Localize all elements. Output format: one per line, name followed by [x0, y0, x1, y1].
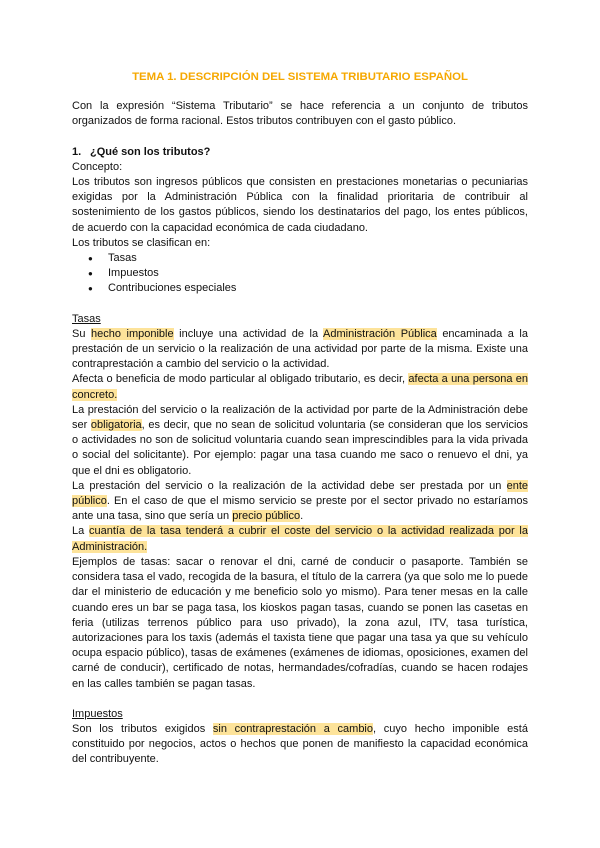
section-number: 1.: [72, 145, 82, 158]
list-item: ● Impuestos: [72, 266, 528, 281]
highlight: cuantía de la tasa tenderá a cubrir el coste del servicio o la actividad realizada por la Administración.: [72, 525, 528, 553]
tasas-paragraph-4: La prestación del servicio o la realización de la actividad debe ser prestada por un ente público. En el caso de que el mismo servicio se preste por el sector privado no estaríamos ante una tasa, sino que sería un precio público.: [72, 479, 528, 523]
impuestos-heading: Impuestos: [72, 707, 123, 720]
concept-paragraph: Los tributos son ingresos públicos que consisten en prestaciones monetarias o pecuniarias exigidas por la Administración Pública con la finalidad prioritaria de contribuir al sostenimiento de los gastos públicos, siendo los destinatarios del pago, los entes públicos, de acuerdo con la capacidad económica de cada ciudadano.: [72, 176, 528, 234]
document-page: [72, 70, 528, 768]
highlight: sin contraprestación a cambio: [212, 722, 373, 735]
tasas-paragraph-5: La cuantía de la tasa tenderá a cubrir el coste del servicio o la actividad realizada por la Administración.: [72, 525, 528, 553]
highlight: hecho imponible: [91, 327, 174, 340]
document-title: TEMA 1. DESCRIPCIÓN DEL SISTEMA TRIBUTARIO ESPAÑOL: [132, 71, 468, 83]
section-list: [72, 145, 528, 160]
list-item: ● Tasas: [72, 251, 528, 266]
intro-paragraph: Con la expresión “Sistema Tributario” se hace referencia a un conjunto de tributos organizados de forma racional. Estos tributos contribuyen con el gasto público.: [72, 100, 528, 128]
tasas-examples-paragraph: Ejemplos de tasas: sacar o renovar el dni, carné de conducir o pasaporte. También se considera tasa el vado, recogida de la basura, el título de la carrera (ya que solo me lo puede dar el ministerio de educación y me beneficio solo yo mismo). Para tener mesas en la calle cuando eres un bar se paga tasa, los kioskos pagan tasas, cuando se ponen las casetas en feria (utilizas terrenos público para uso privado), la zona azul, ITV, tasa turística, autorizaciones para los taxis (además el taxista tiene que pagar una tasa ya que su vehículo ocupa espacio público), tasas de exámenes (exámenes de idiomas, oposiciones, examen del carné de conducir), certificado de notas, hermandades/cofradías, cuando se hacen rodajes en las calles también se pagan tasas.: [72, 555, 528, 690]
highlight: obligatoria: [90, 419, 142, 432]
tasas-paragraph-2: Afecta o beneficia de modo particular al obligado tributario, es decir, afecta a una persona en concreto.: [72, 373, 528, 401]
list-item: ● Contribuciones especiales: [72, 281, 528, 296]
highlight: precio público: [232, 510, 301, 523]
tasas-heading: Tasas: [72, 312, 101, 325]
section-heading: [72, 145, 528, 160]
section-heading-text: ¿Qué son los tributos?: [90, 145, 211, 158]
highlight: Administración Pública: [323, 327, 437, 340]
tasas-paragraph-1: Su hecho imponible incluye una actividad de la Administración Pública encaminada a la prestación de un servicio o la realización de una actividad por parte de la misma. Existe una contraprestación a cambio del servicio o la actividad.: [72, 327, 528, 371]
tasas-paragraph-3: La prestación del servicio o la realización de la actividad por parte de la Administración debe ser obligatoria, es decir, que no sean de solicitud voluntaria (se consideran que los servicios o actividades no son de solicitud voluntaria cuando sean imprescindibles para la vida privada o social del solicitante). Por ejemplo: pagar una tasa cuando me saco o renuevo el dni, ya que el dni es obligatorio.: [72, 403, 528, 477]
tributes-list: [72, 251, 528, 297]
impuestos-paragraph-1: Son los tributos exigidos sin contraprestación a cambio, cuyo hecho imponible está constituido por negocios, actos o hechos que ponen de manifiesto la capacidad económica del contribuyente.: [72, 722, 528, 766]
concept-label: Concepto:: [72, 160, 123, 173]
highlight: afecta a una persona en concreto.: [72, 373, 528, 401]
classify-paragraph: Los tributos se clasifican en:: [72, 236, 211, 249]
highlight: ente público: [72, 479, 528, 508]
